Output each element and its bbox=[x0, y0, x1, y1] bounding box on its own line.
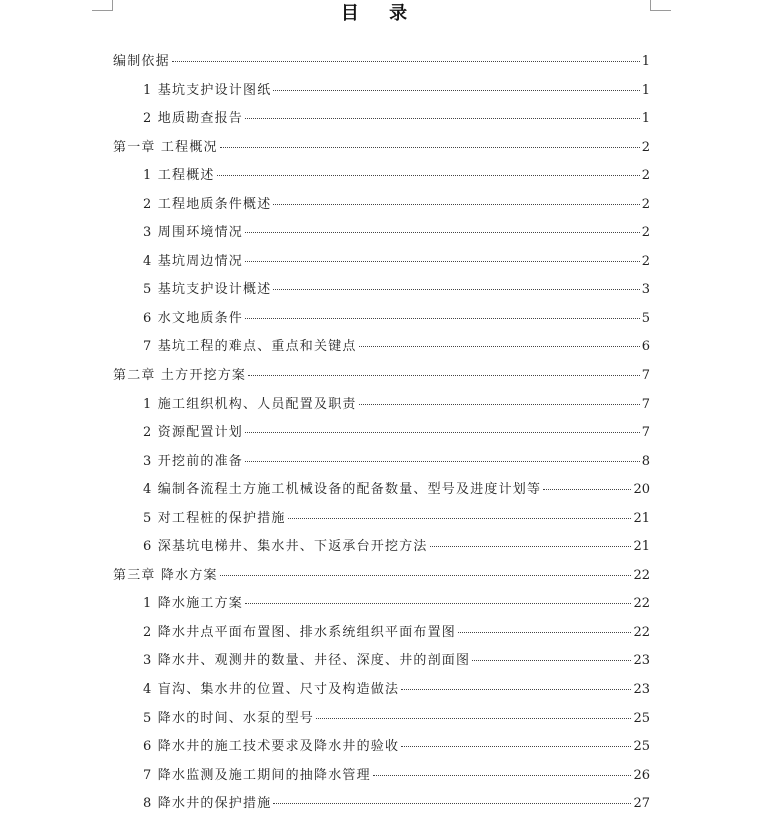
toc-entry-label: 3 降水井、观测井的数量、井径、深度、井的剖面图 bbox=[143, 653, 471, 669]
toc-section-entry[interactable] bbox=[113, 335, 650, 364]
toc-page-number: 6 bbox=[641, 339, 650, 355]
toc-section-entry[interactable] bbox=[113, 649, 650, 678]
toc-entry-label: 2 工程地质条件概述 bbox=[143, 196, 272, 212]
toc-dot-leader bbox=[288, 518, 632, 519]
toc-entry-label: 3 周围环境情况 bbox=[143, 225, 244, 241]
toc-entry-label: 1 基坑支护设计图纸 bbox=[143, 82, 272, 98]
toc-section-entry[interactable] bbox=[113, 164, 650, 193]
toc-page-number: 8 bbox=[641, 453, 650, 469]
toc-section-entry[interactable] bbox=[113, 107, 650, 136]
toc-dot-leader bbox=[472, 660, 631, 661]
toc-dot-leader bbox=[430, 546, 632, 547]
toc-page-number: 21 bbox=[633, 510, 650, 526]
toc-dot-leader bbox=[245, 432, 640, 433]
toc-page-number: 20 bbox=[633, 482, 650, 498]
toc-entry-label: 2 降水井点平面布置图、排水系统组织平面布置图 bbox=[143, 624, 457, 640]
toc-page-number: 7 bbox=[641, 425, 650, 441]
toc-title: 目 录 bbox=[340, 3, 420, 24]
toc-page-number: 27 bbox=[633, 796, 650, 812]
toc-page-number: 5 bbox=[641, 310, 650, 326]
toc-section-entry[interactable] bbox=[113, 278, 650, 307]
toc-dot-leader bbox=[220, 147, 640, 148]
toc-section-entry[interactable] bbox=[113, 764, 650, 793]
toc-page-number: 1 bbox=[641, 54, 650, 69]
toc-section-entry[interactable] bbox=[113, 592, 650, 621]
toc-page-number: 2 bbox=[641, 225, 650, 241]
toc-section-entry[interactable] bbox=[113, 421, 650, 450]
toc-list bbox=[113, 50, 650, 821]
toc-page-number: 7 bbox=[641, 368, 650, 384]
toc-entry-label: 8 降水井的保护措施 bbox=[143, 796, 272, 812]
toc-entry-label: 1 施工组织机构、人员配置及职责 bbox=[143, 396, 357, 412]
toc-dot-leader bbox=[245, 318, 640, 319]
toc-entry-label: 5 降水的时间、水泵的型号 bbox=[143, 710, 315, 726]
toc-entry-label: 5 基坑支护设计概述 bbox=[143, 282, 272, 298]
toc-entry-label: 5 对工程桩的保护措施 bbox=[143, 510, 286, 526]
toc-dot-leader bbox=[245, 232, 640, 233]
toc-entry-label: 1 降水施工方案 bbox=[143, 596, 244, 612]
toc-entry-label: 7 基坑工程的难点、重点和关键点 bbox=[143, 339, 357, 355]
toc-page-number: 22 bbox=[633, 567, 650, 583]
toc-page-number: 26 bbox=[633, 767, 650, 783]
toc-page-number: 2 bbox=[641, 196, 650, 212]
toc-page-number: 2 bbox=[641, 139, 650, 155]
toc-section-entry[interactable] bbox=[113, 393, 650, 422]
toc-entry-label: 2 地质勘查报告 bbox=[143, 111, 244, 127]
toc-page-number: 7 bbox=[641, 396, 650, 412]
toc-section-entry[interactable] bbox=[113, 792, 650, 821]
toc-section-entry[interactable] bbox=[113, 250, 650, 279]
toc-entry-label: 1 工程概述 bbox=[143, 168, 215, 184]
toc-section-entry[interactable] bbox=[113, 678, 650, 707]
toc-page-number: 2 bbox=[641, 168, 650, 184]
toc-section-entry[interactable] bbox=[113, 307, 650, 336]
toc-page-number: 3 bbox=[641, 282, 650, 298]
toc-section-entry[interactable] bbox=[113, 450, 650, 479]
toc-chapter-entry[interactable] bbox=[113, 50, 650, 79]
toc-dot-leader bbox=[245, 261, 640, 262]
toc-chapter-entry[interactable] bbox=[113, 136, 650, 165]
toc-dot-leader bbox=[458, 632, 631, 633]
toc-dot-leader bbox=[273, 204, 639, 205]
toc-dot-leader bbox=[245, 461, 640, 462]
toc-dot-leader bbox=[172, 61, 640, 62]
toc-entry-label: 7 降水监测及施工期间的抽降水管理 bbox=[143, 767, 371, 783]
toc-chapter-entry[interactable] bbox=[113, 564, 650, 593]
toc-dot-leader bbox=[248, 375, 640, 376]
toc-page-number: 21 bbox=[633, 539, 650, 555]
toc-dot-leader bbox=[220, 575, 632, 576]
toc-page-number: 22 bbox=[633, 624, 650, 640]
toc-section-entry[interactable] bbox=[113, 221, 650, 250]
toc-section-entry[interactable] bbox=[113, 621, 650, 650]
toc-dot-leader bbox=[245, 118, 640, 119]
toc-section-entry[interactable] bbox=[113, 535, 650, 564]
toc-dot-leader bbox=[273, 90, 639, 91]
toc-dot-leader bbox=[543, 489, 631, 490]
toc-section-entry[interactable] bbox=[113, 478, 650, 507]
toc-entry-label: 6 深基坑电梯井、集水井、下返承台开挖方法 bbox=[143, 539, 428, 555]
toc-page-number: 1 bbox=[641, 82, 650, 98]
toc-dot-leader bbox=[401, 689, 631, 690]
toc-page-number: 25 bbox=[633, 710, 650, 726]
toc-section-entry[interactable] bbox=[113, 735, 650, 764]
toc-entry-label: 6 水文地质条件 bbox=[143, 310, 244, 326]
toc-dot-leader bbox=[316, 718, 631, 719]
toc-page-number: 23 bbox=[633, 682, 650, 698]
toc-entry-label: 第二章 土方开挖方案 bbox=[113, 368, 247, 384]
toc-section-entry[interactable] bbox=[113, 707, 650, 736]
toc-dot-leader bbox=[373, 775, 632, 776]
toc-page-number: 22 bbox=[633, 596, 650, 612]
toc-entry-label: 第三章 降水方案 bbox=[113, 567, 218, 583]
toc-section-entry[interactable] bbox=[113, 193, 650, 222]
toc-entry-label: 4 基坑周边情况 bbox=[143, 253, 244, 269]
toc-entry-label: 3 开挖前的准备 bbox=[143, 453, 244, 469]
toc-section-entry[interactable] bbox=[113, 507, 650, 536]
toc-dot-leader bbox=[217, 175, 640, 176]
toc-entry-label: 编制依据 bbox=[113, 54, 170, 69]
toc-entry-label: 4 编制各流程土方施工机械设备的配备数量、型号及进度计划等 bbox=[143, 482, 542, 498]
toc-chapter-entry[interactable] bbox=[113, 364, 650, 393]
toc-dot-leader bbox=[245, 603, 631, 604]
toc-entry-label: 6 降水井的施工技术要求及降水井的验收 bbox=[143, 739, 400, 755]
toc-dot-leader bbox=[401, 746, 631, 747]
toc-dot-leader bbox=[273, 289, 639, 290]
toc-page-number: 1 bbox=[641, 111, 650, 127]
toc-dot-leader bbox=[359, 346, 640, 347]
toc-entry-label: 4 盲沟、集水井的位置、尺寸及构造做法 bbox=[143, 682, 400, 698]
toc-page-number: 2 bbox=[641, 253, 650, 269]
toc-page-number: 25 bbox=[633, 739, 650, 755]
toc-entry-label: 2 资源配置计划 bbox=[143, 425, 244, 441]
toc-dot-leader bbox=[273, 803, 631, 804]
toc-page-number: 23 bbox=[633, 653, 650, 669]
toc-section-entry[interactable] bbox=[113, 79, 650, 108]
toc-dot-leader bbox=[359, 404, 640, 405]
toc-entry-label: 第一章 工程概况 bbox=[113, 139, 218, 155]
